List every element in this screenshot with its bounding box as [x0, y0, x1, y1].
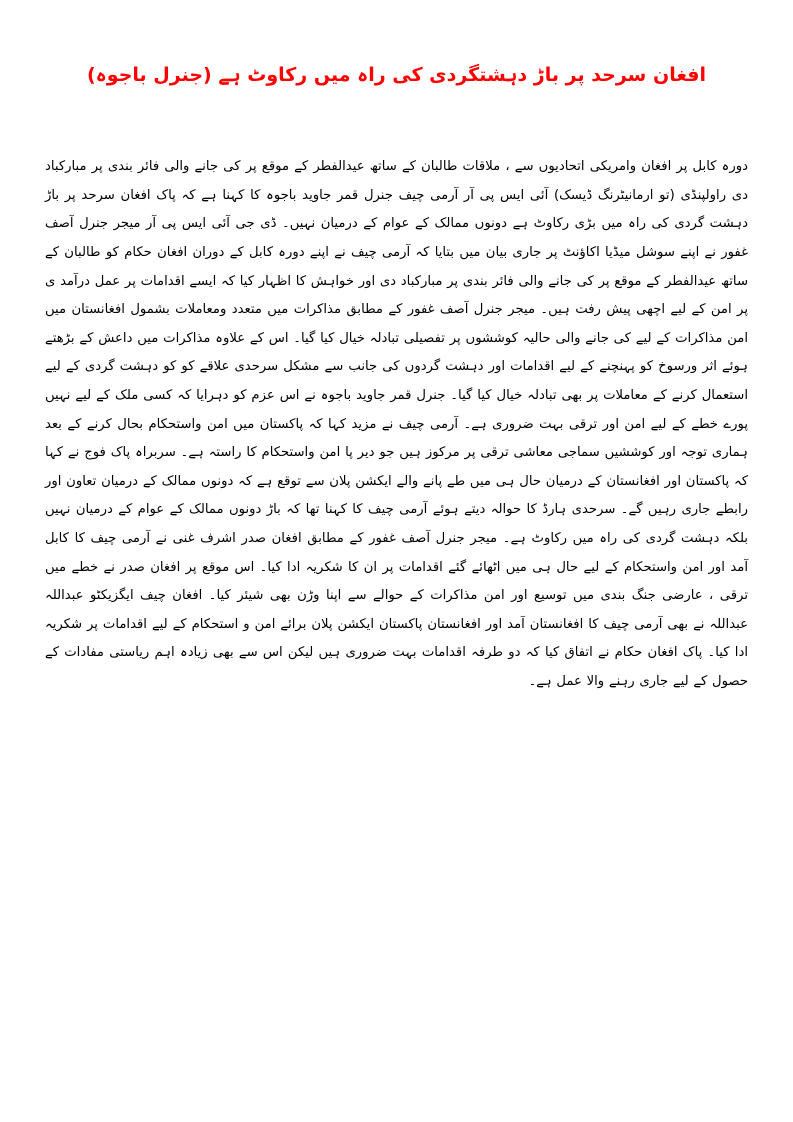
article-body-text: دورہ کابل پر افغان وامریکی اتحادیوں سے ، ملاقات طالبان کے ساتھ عیدالفطر کے موقع پر کی جانے والی فائر بندی پر مبارکباد دی راولپنڈی (تو ارمانیٹرنگ ڈیسک) آئی ایس پی آر آرمی چیف جنرل قمر جاوید باجوہ کا کہنا ہے کہ پاک افغان سرحد پر باڑ دہشت گردی کی راہ میں بڑی رکاوٹ ہے دونوں ممالک کے عوام کے درمیان نہیں۔ ڈی جی آئی ایس پی آر میجر جنرل آصف غفور نے اپنے سوشل میڈیا اکاؤنٹ پر جاری بیان میں بتایا کہ آرمی چیف نے اپنے دورہ کابل کے دوران افغان حکام کو طالبان کے ساتھ عیدالفطر کے موقع پر کی جانے والی فائر بندی پر مبارکباد دی اور خواہش کا اظہار کیا کہ ایسے اقدامات پر عمل درآمد ی پر امن کے لیے اچھی پیش رفت ہیں۔ میجر جنرل آصف غفور کے مطابق مذاکرات میں متعدد ومعاملات بشمول افغانستان میں امن مذاکرات کے لیے کی جانے والی حالیہ کوششوں پر تفصیلی تبادلہ خیال کیا گیا۔ اس کے علاوہ مذاکرات میں داعش کے بڑھتے ہوئے اثر ورسوخ کو پہنچنے کے لیے اقدامات اور دہشت گردوں کی جانب سے مشکل سرحدی علاقے کو کو دہشت گردی کے لیے استعمال کرنے کے معاملات پر بھی تبادلہ خیال کیا گیا۔ جنرل قمر جاوید باجوہ نے اس عزم کو دہرایا کہ کسی ملک کے لیے نہیں پورے خطے کے لیے امن اور ترقی بہت ضروری ہے۔ آرمی چیف نے مزید کہا کہ پاکستان میں امن واستحکام بحال کرنے کے بعد ہماری توجہ اور کوششیں سماجی معاشی ترقی پر مرکوز ہیں جو دیر پا امن واستحکام کا راستہ ہے۔ سربراہ پاک فوج نے کہا کہ پاکستان اور افغانستان کے درمیان حال ہی میں طے پانے والے ایکشن پلان سے توقع ہے کہ دونوں ممالک کے درمیان تعاون اور رابطے جاری رہیں گے۔ سرحدی ہارڈ کا حوالہ دیتے ہوئے آرمی چیف کا کہنا تھا کہ باڑ دونوں ممالک کے عوام کے درمیان نہیں بلکہ دہشت گردی کی راہ میں رکاوٹ ہے۔ میجر جنرل آصف غفور کے مطابق افغان صدر اشرف غنی نے آرمی چیف کا کابل آمد اور امن واستحکام کے لیے حال ہی میں اٹھائے گئے اقدامات پر ان کا شکریہ ادا کیا۔ اس موقع پر افغان صدر نے خطے میں ترقی ، عارضی جنگ بندی میں توسیع اور امن مذاکرات کے حوالے سے اپنا وڑن بھی شیئر کیا۔ افغان چیف ایگزیکٹو عبداللہ عبداللہ نے بھی آرمی چیف کا افغانستان آمد اور افغانستان پاکستان ایکشن پلان برائے امن و استحکام کے لیے اقدامات پر شکریہ ادا کیا۔ پاک افغان حکام نے اتفاق کیا کہ دو طرفہ اقدامات بہت ضروری ہیں لیکن اس سے بھی زیادہ اہم ریاستی مفادات کے حصول کے لیے جاری رہنے والا عمل ہے۔: [45, 159, 748, 689]
headline-container: [0, 48, 793, 102]
page-title: افغان سرحد پر باڑ دہشتگردی کی راہ میں رکاوٹ ہے (جنرل باجوہ): [86, 63, 707, 86]
article-container: [45, 140, 748, 710]
